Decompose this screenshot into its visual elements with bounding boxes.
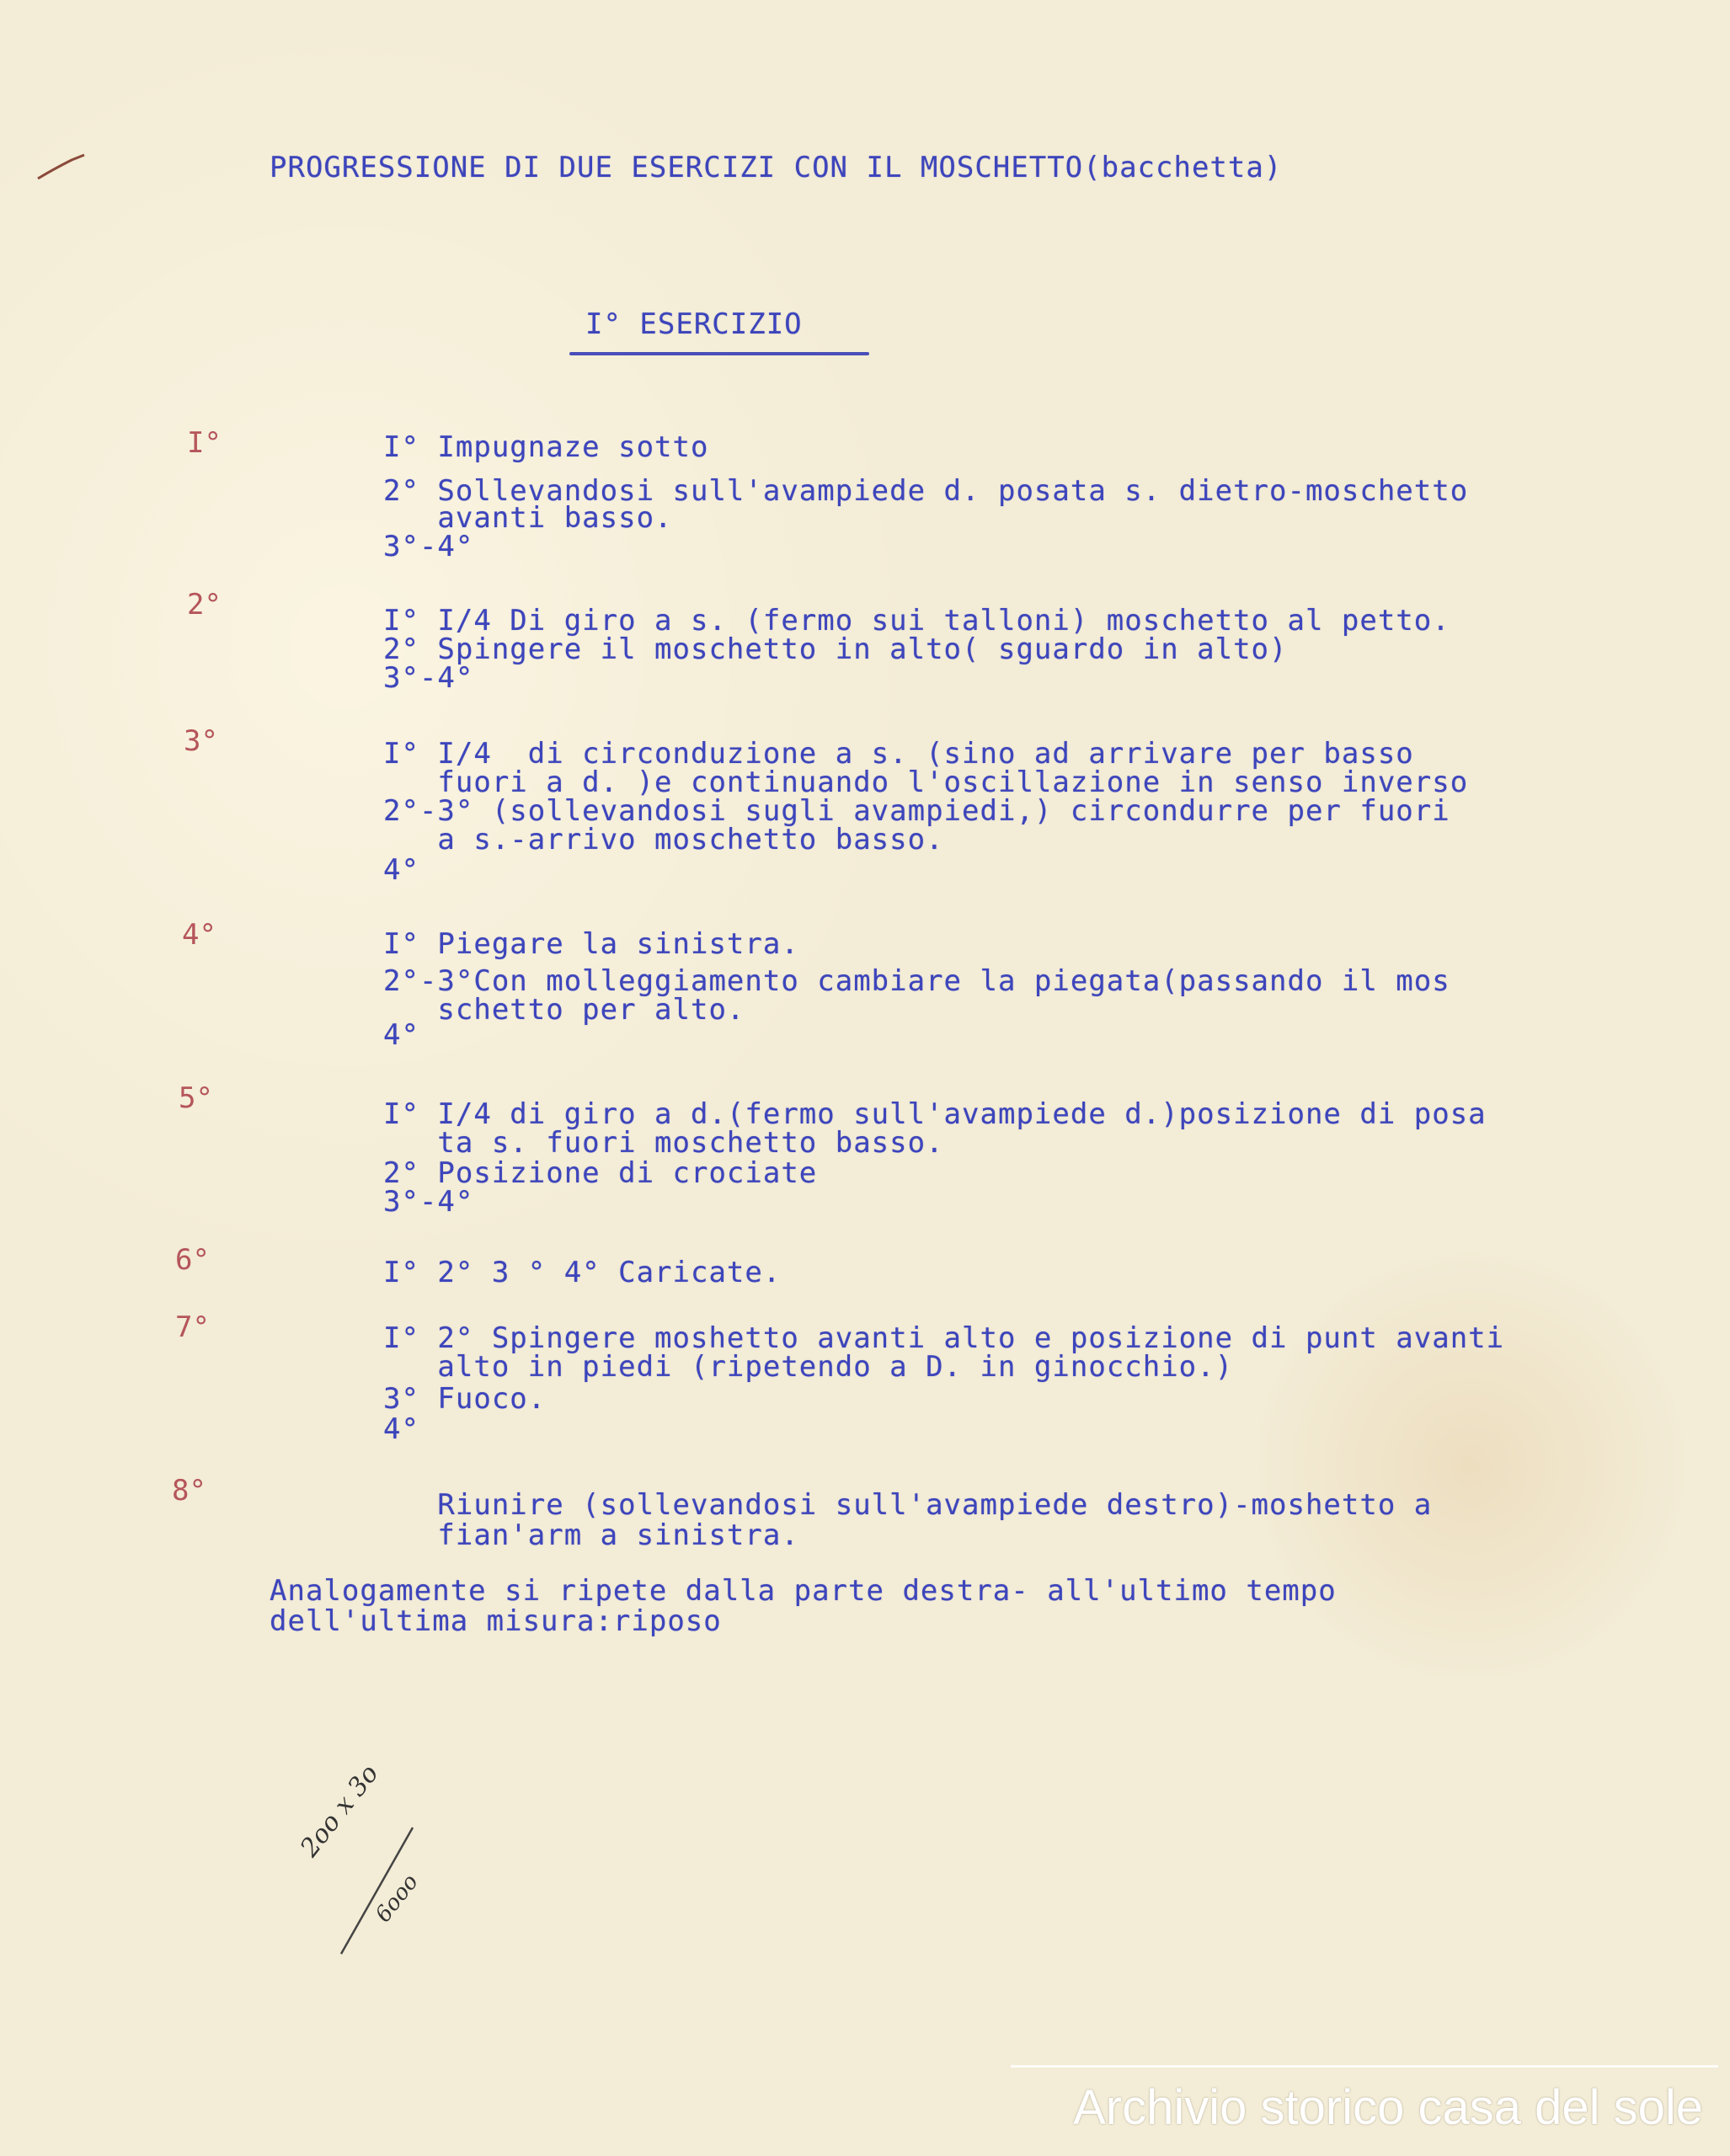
- section-title: I° ESERCIZIO: [585, 307, 803, 341]
- measure-number: 4°: [182, 918, 216, 952]
- measure-step-line: 2° Spingere il moschetto in alto( sguardo in alto): [383, 632, 1288, 666]
- measure-step-line: a s.-arrivo moschetto basso.: [383, 823, 944, 857]
- handwritten-note: 6ooo: [371, 1869, 424, 1928]
- measure-step-line: ta s. fuori moschetto basso.: [383, 1126, 944, 1160]
- measure-step-line: 3°-4°: [383, 661, 474, 695]
- measure-step-line: 2° Posizione di crociate: [383, 1156, 818, 1190]
- measure-step-line: I° Piegare la sinistra.: [383, 927, 799, 961]
- section-title-underline: [569, 352, 869, 355]
- measure-step-line: fuori a d. )e continuando l'oscillazione in senso inverso: [383, 766, 1469, 799]
- measure-step-line: 3° Fuoco.: [383, 1382, 547, 1416]
- measure-number: 5°: [179, 1081, 213, 1115]
- handwritten-note: 2oo x 3o: [295, 1758, 385, 1863]
- measure-number: I°: [187, 426, 222, 460]
- handwritten-slash: [286, 1819, 455, 1962]
- measure-step-line: I° 2° Spingere moshetto avanti alto e posizione di punt avanti: [383, 1321, 1505, 1355]
- measure-number: 6°: [175, 1243, 210, 1277]
- measure-step-line: I° I/4 Di giro a s. (fermo sui talloni) moschetto al petto.: [383, 604, 1450, 638]
- measure-step-line: Riunire (sollevandosi sull'avampiede destro)-moshetto a: [383, 1488, 1433, 1522]
- measure-step-line: I° I/4 di circonduzione a s. (sino ad arrivare per basso: [383, 737, 1414, 771]
- measure-step-line: avanti basso.: [383, 501, 673, 535]
- measure-step-line: 3°-4°: [383, 1185, 474, 1219]
- conclusion-line: Analogamente si ripete dalla parte destra- all'ultimo tempo: [270, 1574, 1337, 1608]
- measure-step-line: 4°: [383, 853, 419, 887]
- ink-mark: [34, 152, 93, 185]
- measure-number: 8°: [172, 1474, 206, 1508]
- measure-step-line: 2° Sollevandosi sull'avampiede d. posata s. dietro-moschetto: [383, 474, 1469, 508]
- measure-step-line: fian'arm a sinistra.: [383, 1518, 799, 1552]
- archive-watermark: [1011, 2065, 1718, 2155]
- measure-step-line: 2°-3° (sollevandosi sugli avampiedi,) circondurre per fuori: [383, 794, 1450, 828]
- measure-step-line: I° I/4 di giro a d.(fermo sull'avampiede d.)posizione di posa: [383, 1097, 1487, 1131]
- measure-number: 7°: [175, 1310, 210, 1344]
- measure-step-line: I° 2° 3 ° 4° Caricate.: [383, 1256, 782, 1289]
- measure-step-line: schetto per alto.: [383, 993, 745, 1027]
- measure-step-line: 4°: [383, 1412, 419, 1446]
- measure-step-line: 4°: [383, 1018, 419, 1052]
- measure-number: 2°: [187, 588, 222, 622]
- measure-number: 3°: [184, 724, 218, 758]
- measure-step-line: 3°-4°: [383, 530, 474, 563]
- measure-step-line: alto in piedi (ripetendo a D. in ginocchio.): [383, 1350, 1234, 1384]
- conclusion-line: dell'ultima misura:riposo: [270, 1604, 722, 1638]
- measure-step-line: I° Impugnaze sotto: [383, 430, 709, 464]
- document-heading: PROGRESSIONE DI DUE ESERCIZI CON IL MOSCHETTO(bacchetta): [270, 151, 1283, 184]
- watermark-text: Archivio storico casa del sole: [1073, 2080, 1703, 2135]
- measure-step-line: 2°-3°Con molleggiamento cambiare la piegata(passando il mos: [383, 964, 1450, 998]
